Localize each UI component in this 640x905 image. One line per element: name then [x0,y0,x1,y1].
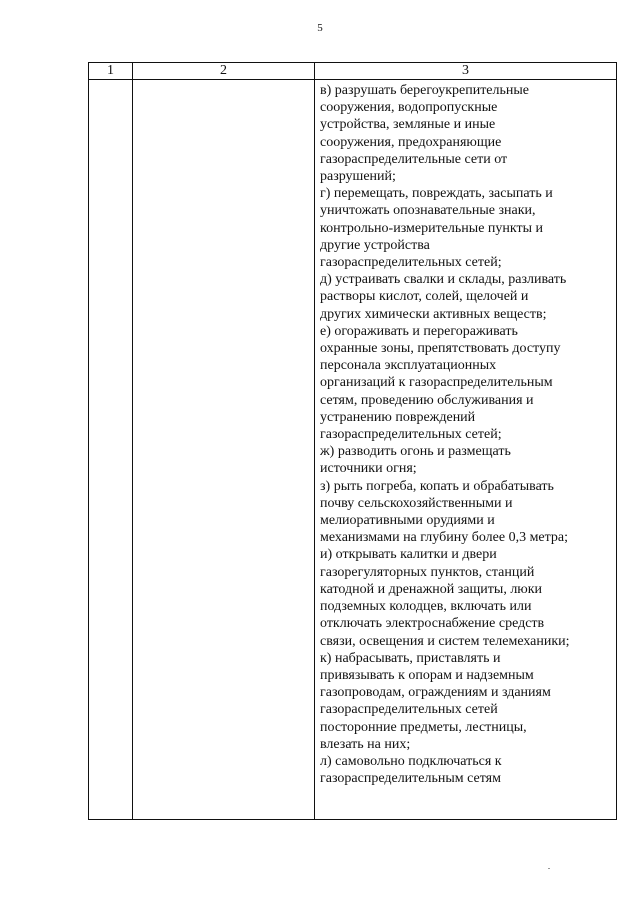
text-line: газораспределительных сетей [320,702,498,718]
table-header-row [89,63,617,80]
text-line: з) рыть погреба, копать и обрабатывать [320,478,554,494]
text-line: к) набрасывать, приставлять и [320,650,501,666]
column-3-cell [315,80,617,820]
text-line: и) открывать калитки и двери [320,547,497,563]
text-line: охранные зоны, препятствовать доступу [320,341,561,357]
text-line: контрольно-измерительные пункты и [320,220,544,236]
text-line: л) самовольно подключаться к [320,753,502,769]
text-line: сооружения, водопропускные [320,100,498,116]
text-line: д) устраивать свалки и склады, разливать [320,272,567,288]
column-1-cell [89,80,133,820]
document-table [88,62,617,820]
text-line: привязывать к опорам и надземным [320,667,534,683]
column-3-text [315,80,616,787]
column-header-1: 1 [89,63,133,80]
text-line: газораспределительных сетей; [320,427,502,443]
text-line: разрушений; [320,169,396,185]
text-line: посторонние предметы, лестницы, [320,719,527,735]
text-line: газораспределительных сетей; [320,255,502,271]
column-header-2: 2 [133,63,315,80]
text-line: подземных колодцев, включать или [320,599,532,615]
text-line: влезать на них; [320,736,411,752]
text-line: связи, освещения и систем телемеханики; [320,633,570,649]
text-line: катодной и дренажной защиты, люки [320,581,543,597]
text-line: сетям, проведению обслуживания и [320,392,534,408]
text-line: почву сельскохозяйственными и [320,495,513,511]
column-header-3: 3 [315,63,617,80]
text-line: г) перемещать, повреждать, засыпать и [320,186,553,202]
text-line: мелиоративными орудиями и [320,513,495,529]
text-line: растворы кислот, солей, щелочей и [320,289,529,305]
text-line: устранению повреждений [320,409,476,425]
text-line: газопроводам, ограждениям и зданиям [320,685,551,701]
scan-speck [548,868,550,869]
text-line: ж) разводить огонь и размещать [320,444,511,460]
text-line: газораспределительным сетям [320,771,501,787]
text-line: сооружения, предохраняющие [320,134,502,150]
text-line: других химически активных веществ; [320,306,547,322]
text-line: газораспределительные сети от [320,151,508,167]
table-row [89,80,617,820]
column-2-cell [133,80,315,820]
text-line: персонала эксплуатационных [320,358,497,374]
page-number: 5 [317,22,323,34]
text-line: устройства, земляные и иные [320,117,496,133]
text-line: в) разрушать берегоукрепительные [320,83,530,98]
text-line: организаций к газораспределительным [320,375,553,391]
text-line: другие устройства [320,237,430,253]
text-line: газорегуляторных пунктов, станций [320,564,535,580]
text-line: источники огня; [320,461,417,477]
text-line: механизмами на глубину более 0,3 метра; [320,530,569,546]
text-line: е) огораживать и перегораживать [320,323,518,339]
text-line: уничтожать опознавательные знаки, [320,203,536,219]
text-line: отключать электроснабжение средств [320,616,545,632]
